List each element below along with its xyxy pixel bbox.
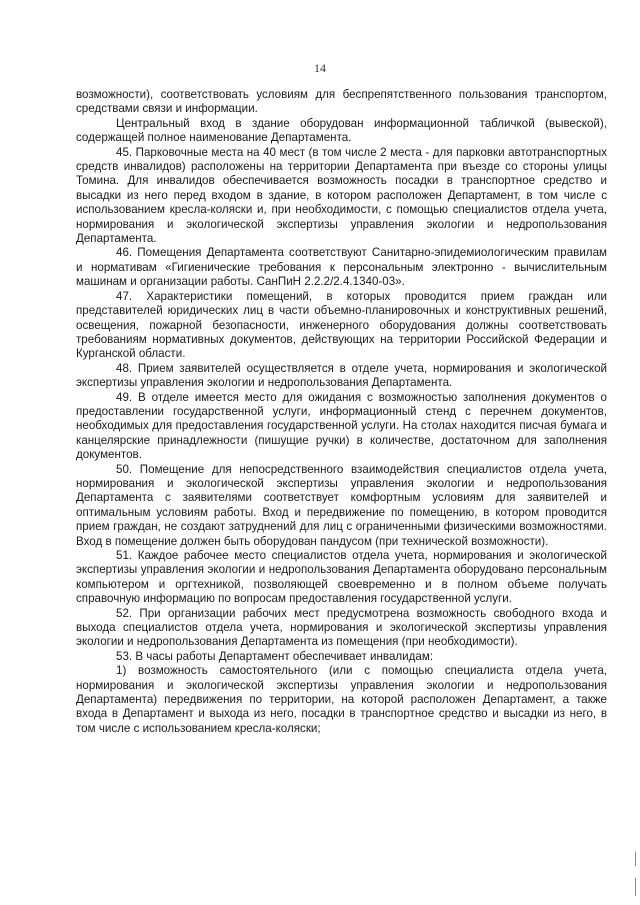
scan-margin-mark	[635, 878, 636, 896]
paragraph-48-reception: 48. Прием заявителей осуществляется в отделе учета, нормирования и экологической экспертизы управления экологии и недропользования Департамента.	[76, 361, 607, 390]
scan-margin-mark	[635, 852, 636, 866]
paragraph-53-disabled-access: 53. В часы работы Департамент обеспечивает инвалидам:	[116, 649, 434, 663]
paragraph-49-waiting-area: 49. В отделе имеется место для ожидания с возможностью заполнения документов о предоставлении государственной услуги, информационный стенд с перечнем документов, необходимых для предоставления государственной услуги. На столах находится писчая бумага и канцелярские принадлежности (пишущие ручки) в количестве, достаточном для заполнения документов.	[76, 390, 607, 462]
paragraph-47-premises: 47. Характеристики помещений, в которых проводится прием граждан или представителей юридических лиц в части объемно-планировочных и конструктивных решений, освещения, пожарной безопасности, инженерного оборудования должны соответствовать требованиям нормативных документов, действующих на территории Российской Федерации и Курганской области.	[76, 289, 607, 361]
paragraph-53-item-1: 1) возможность самостоятельного (или с помощью специалиста отдела учета, нормирования и экологической экспертизы управления экологии и недропользования Департамента) передвижения по территории, на которой расположен Департамент, а также входа в Департамент и выхода из него, посадки в транспортное средство и высадки из него, в том числе с использованием кресла-коляски;	[76, 664, 607, 735]
document-body	[76, 88, 607, 736]
paragraph-51-workplace: 51. Каждое рабочее место специалистов отдела учета, нормирования и экологической экспертизы управления экологии и недропользования Департамента оборудовано персональным компьютером и оргтехникой, позволяющей своевременно и в полном объеме получать справочную информацию по вопросам предоставления государственной услуги.	[76, 549, 607, 606]
page-number: 14	[314, 61, 326, 75]
paragraph-45-parking: 45. Парковочные места на 40 мест (в том числе 2 места - для парковки автотранспортных средств инвалидов) расположены на территории Департамента при въезде со стороны улицы Томина. Для инвалидов обеспечивается возможность посадки в транспортное средство и высадки из него перед входом в здание, в котором расположен Департамент, в том числе с использованием кресла-коляски и, при необходимости, с помощью специалистов отдела учета, нормирования и экологической экспертизы управления экологии и недропользования Департамента.	[76, 145, 607, 246]
paragraph-continuation: возможности), соответствовать условиям для беспрепятственного пользования транспортом, средствами связи и информации.	[76, 88, 607, 116]
paragraph-46-sanpin: 46. Помещения Департамента соответствуют Санитарно-эпидемиологическим правилам и нормативам «Гигиенические требования к персональным электронно - вычислительным машинам и организации работы. СанПиН 2.2.2/2.4.1340-03».	[76, 246, 607, 289]
paragraph-entrance: Центральный вход в здание оборудован информационной табличкой (вывеской), содержащей полное наименование Департамента.	[76, 116, 607, 145]
paragraph-50-interaction-room: 50. Помещение для непосредственного взаимодействия специалистов отдела учета, нормирования и экологической экспертизы управления экологии и недропользования Департамента с заявителями соответствует комфортным условиям для заявителей и оптимальным условиям работы. Вход и передвижение по помещению, в котором проводится прием граждан, не создают затруднений для лиц с ограниченными физическими возможностями. Вход в помещение должен быть оборудован пандусом (при технической возможности).	[76, 462, 607, 548]
paragraph-52-workplace-access: 52. При организации рабочих мест предусмотрена возможность свободного входа и выхода специалистов отдела учета, нормирования и экологической экспертизы управления экологии и недропользования Департамента из помещения (при необходимости).	[76, 606, 607, 649]
